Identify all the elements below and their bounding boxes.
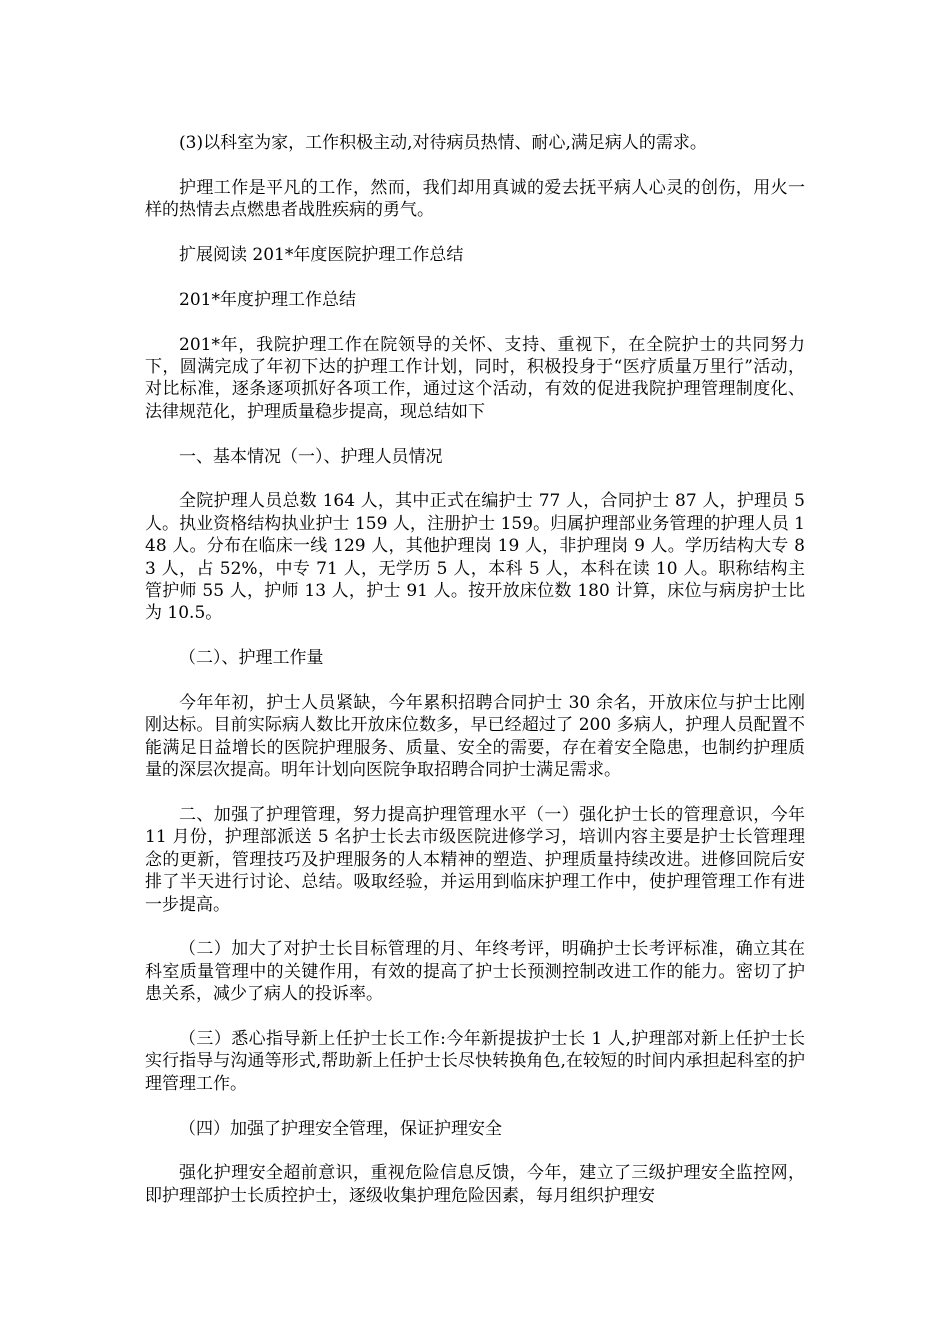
paragraph-annual-summary-title: 201*年度护理工作总结	[179, 289, 356, 310]
paragraph-safety-awareness: 强化护理安全超前意识，重视危险信息反馈，今年，建立了三级护理安全监控网，即护理部护士长质控护士，逐级收集护理危险因素，每月组织护理安	[145, 1163, 805, 1206]
paragraph-item-3: (3)以科室为家，工作积极主动,对待病员热情、耐心,满足病人的需求。	[179, 133, 707, 153]
section-heading-safety-management: （四）加强了护理安全管理，保证护理安全	[179, 1118, 502, 1139]
paragraph-new-head-nurse-guidance: （三）悉心指导新上任护士长工作:今年新提拔护士长 1 人,护理部对新上任护士长实行指导与沟通等形式,帮助新上任护士长尽快转换角色,在较短的时间内承担起科室的护理管理工作。	[145, 1029, 805, 1094]
section-heading-workload: （二）、护理工作量	[179, 648, 324, 669]
paragraph-extended-reading-title: 扩展阅读 201*年度医院护理工作总结	[179, 245, 464, 265]
paragraph-introduction: 201*年，我院护理工作在院领导的关怀、支持、重视下，在全院护士的共同努力下，圆满完成了年初下达的护理工作计划，同时，积极投身于“医疗质量万里行”活动，对比标准，逐条逐项抓好各项工作，通过这个活动，有效的促进我院护理管理制度化、法律规范化，护理质量稳步提高，现总结如下	[145, 334, 805, 422]
paragraph-head-nurse-assessment: （二）加大了对护士长目标管理的月、年终考评，明确护士长考评标准，确立其在科室质量管理中的关键作用，有效的提高了护士长预测控制改进工作的能力。密切了护患关系，减少了病人的投诉率。	[145, 939, 805, 1005]
section-heading-basic-situation: 一、基本情况（一）、护理人员情况	[179, 446, 443, 467]
paragraph-management-strengthening: 二、加强了护理管理，努力提高护理管理水平（一）强化护士长的管理意识，今年 11 月份，护理部派送 5 名护士长去市级医院进修学习，培训内容主要是护士长管理理念的更新，管理技巧及护理服务的人本精神的塑造、护理质量持续改进。进修回院后安排了半天进行讨论、总结。吸取经验，并运用到临床护理工作中，使护理管理工作有进一步提高。	[145, 805, 805, 915]
paragraph-nursing-ordinary-work: 护理工作是平凡的工作，然而，我们却用真诚的爱去抚平病人心灵的创伤，用火一样的热情去点燃患者战胜疾病的勇气。	[145, 177, 805, 221]
document-body	[145, 132, 805, 1230]
paragraph-staff-statistics: 全院护理人员总数 164 人，其中正式在编护士 77 人，合同护士 87 人，护理员 5 人。执业资格结构执业护士 159 人，注册护士 159。归属护理部业务管理的护理人员 148 人。分布在临床一线 129 人，其他护理岗 19 人，非护理岗 9 人。学历结构大专 83 人，占 52%，中专 71 人，无学历 5 人，本科 5 人，本科在读 10 人。职称结构主管护师 55 人，护师 13 人，护士 91 人。按开放床位数 180 计算，床位与病房护士比为 10.5。	[145, 491, 805, 624]
paragraph-workload: 今年年初，护士人员紧缺，今年累积招聘合同护士 30 余名，开放床位与护士比刚刚达标。目前实际病人数比开放床位数多，早已经超过了 200 多病人，护理人员配置不能满足日益增长的医院护理服务、质量、安全的需要，存在着安全隐患，也制约护理质量的深层次提高。明年计划向医院争取招聘合同护士满足需求。	[145, 693, 805, 781]
